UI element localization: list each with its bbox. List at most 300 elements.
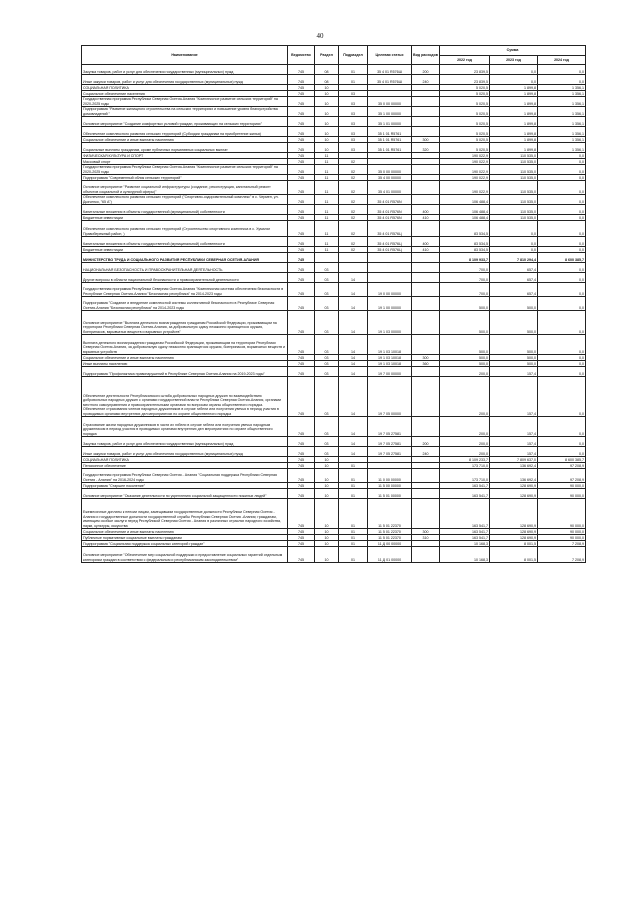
table-cell-target: 35 4 01 R576N	[368, 205, 412, 215]
table-cell-2023: 110 535,0	[490, 215, 538, 221]
header-sum: Сумма	[440, 46, 586, 56]
table-cell-ministry: 745	[288, 237, 315, 247]
table-cell-target: 11 5 01 22370	[368, 499, 412, 529]
table-cell-name: Обеспечение деятельности Республиканского штаба добровольных народных дружин по взаимодействию добровольных народных дружин с органами государственной власти Республики Северная Осетия-Алания, органами местного самоуправления и правоохранительными органами по вопросам охраны общественного порядка. Обеспечение страхования членов народных дружинников в случае гибели или получения увечья в период участия в проводимых органами внутренних дел мероприятиях по охране общественного порядка	[82, 377, 288, 417]
table-cell-ministry: 745	[288, 547, 315, 563]
table-cell-section: 11	[315, 159, 339, 165]
table-cell-expense-type: 360	[412, 361, 440, 367]
table-cell-subsection: 02	[339, 215, 368, 221]
table-cell-expense-type: 300	[412, 355, 440, 361]
table-cell-subsection: 01	[339, 499, 368, 529]
table-cell-target: 35 4 00 00000	[368, 175, 412, 181]
table-cell-expense-type: 300	[412, 137, 440, 143]
table-cell-name: Страхование жизни народных дружинников в части их гибели в случае гибели или получения увечья народным дружинником в период участия в проводимых органами внутренних дел мероприятиях по охране общественного порядка	[82, 417, 288, 437]
table-cell-2022: 200,0	[440, 437, 490, 447]
table-cell-subsection: 03	[339, 97, 368, 107]
table-cell-name: Подпрограмма "Современный облик сельских территорий"	[82, 175, 288, 181]
table-row	[82, 417, 586, 437]
table-cell-section: 03	[315, 283, 339, 297]
table-cell-target: 35 1 01 00000	[368, 117, 412, 127]
table-cell-target: 19 1 03 10018	[368, 361, 412, 367]
table-cell-ministry: 745	[288, 137, 315, 143]
table-cell-2022: 5 020,5	[440, 107, 490, 117]
table-cell-target: 35 4 01 R576Ш	[368, 75, 412, 85]
table-cell-2024: 1 356,1	[538, 127, 586, 137]
table-cell-2024: 7 208,9	[538, 541, 586, 547]
table-cell-target: 11 0 00 00000	[368, 469, 412, 483]
table-cell-2023: 110 535,0	[490, 195, 538, 205]
table-cell-ministry: 745	[288, 447, 315, 457]
table-cell-2022: 500,0	[440, 311, 490, 335]
table-cell-target	[368, 263, 412, 273]
table-cell-2024: 0,0	[538, 447, 586, 457]
table-cell-ministry: 745	[288, 195, 315, 205]
table-cell-2022: 190 022,9	[440, 159, 490, 165]
table-cell-2023: 0,0	[490, 247, 538, 253]
table-cell-2023: 500,0	[490, 311, 538, 335]
table-cell-2023: 110 535,0	[490, 181, 538, 195]
table-cell-2024: 0,0	[538, 221, 586, 237]
table-cell-expense-type	[412, 311, 440, 335]
table-cell-2024: 0,0	[538, 377, 586, 417]
table-cell-section: 11	[315, 215, 339, 221]
table-cell-2022: 5 020,5	[440, 85, 490, 91]
table-cell-expense-type	[412, 127, 440, 137]
table-body	[82, 65, 586, 563]
table-cell-ministry: 745	[288, 541, 315, 547]
table-cell-ministry: 745	[288, 483, 315, 489]
table-cell-ministry: 745	[288, 469, 315, 483]
table-cell-2024: 0,0	[538, 165, 586, 175]
table-cell-subsection: 01	[339, 463, 368, 469]
table-cell-subsection: 02	[339, 237, 368, 247]
table-cell-2022: 83 534,5	[440, 237, 490, 247]
table-cell-2022: 500,0	[440, 355, 490, 361]
table-cell-2023: 128 690,9	[490, 529, 538, 535]
table-cell-2024: 0,0	[538, 367, 586, 377]
table-cell-subsection: 02	[339, 159, 368, 165]
table-cell-ministry: 745	[288, 65, 315, 75]
table-cell-ministry: 745	[288, 263, 315, 273]
table-cell-subsection: 02	[339, 195, 368, 205]
table-cell-2024: 1 356,1	[538, 85, 586, 91]
page-number: 40	[316, 32, 324, 40]
table-cell-section: 03	[315, 377, 339, 417]
table-cell-2023: 500,0	[490, 361, 538, 367]
table-cell-target: 11 5 00 00000	[368, 483, 412, 489]
table-cell-section: 11	[315, 205, 339, 215]
table-cell-target: 19 7 05 27581	[368, 437, 412, 447]
table-cell-name: Ежемесячные доплаты к пенсии лицам, замещавшим государственные должности Республики Северная Осетия - Алания и государственные должности государственной службы Республики Северная Осетия -Алания; гражданам, имеющим особые заслуги перед Республикой Северная Осетия - Алания в различных отраслях народного хозяйства, науки, культуры, искусства	[82, 499, 288, 529]
header-subsection: Подраздел	[339, 46, 368, 65]
table-row	[82, 367, 586, 377]
table-cell-ministry: 745	[288, 205, 315, 215]
table-cell-2023: 0,0	[490, 237, 538, 247]
table-cell-expense-type	[412, 117, 440, 127]
table-cell-subsection: 03	[339, 137, 368, 143]
table-cell-name: МИНИСТЕРСТВО ТРУДА И СОЦИАЛЬНОГО РАЗВИТИЯ РЕСПУБЛИКИ СЕВЕРНАЯ ОСЕТИЯ-АЛАНИЯ	[82, 253, 288, 263]
table-cell-name: Массовый спорт	[82, 159, 288, 165]
table-cell-section: 03	[315, 263, 339, 273]
table-cell-ministry: 745	[288, 215, 315, 221]
table-cell-2022: 83 534,5	[440, 221, 490, 237]
table-cell-target: 11 5 01 22370	[368, 535, 412, 541]
table-cell-ministry: 745	[288, 297, 315, 311]
table-cell-section: 10	[315, 541, 339, 547]
table-cell-section: 03	[315, 367, 339, 377]
table-cell-name: Другие вопросы в области национальной безопасности и правоохранительной деятельности	[82, 273, 288, 283]
table-row	[82, 253, 586, 263]
table-cell-ministry: 745	[288, 159, 315, 165]
table-cell-2023: 8 001,5	[490, 547, 538, 563]
table-cell-2022: 5 020,5	[440, 117, 490, 127]
table-cell-2024: 0,0	[538, 273, 586, 283]
table-cell-2023: 157,4	[490, 447, 538, 457]
table-cell-section: 10	[315, 117, 339, 127]
table-cell-ministry: 745	[288, 91, 315, 97]
table-cell-name: Иные закупки товаров, работ и услуг для обеспечения государственных (муниципальных) нужд	[82, 447, 288, 457]
table-cell-expense-type	[412, 253, 440, 263]
header-ministry: Ведомство	[288, 46, 315, 65]
table-row	[82, 143, 586, 153]
table-cell-2022: 500,0	[440, 297, 490, 311]
table-cell-2022: 190 022,9	[440, 153, 490, 159]
table-cell-section: 03	[315, 311, 339, 335]
table-cell-expense-type: 400	[412, 205, 440, 215]
table-cell-2023: 110 535,0	[490, 165, 538, 175]
table-row	[82, 297, 586, 311]
table-row	[82, 107, 586, 117]
table-cell-subsection: 01	[339, 529, 368, 535]
table-cell-name: Социальное обеспечение и иные выплаты населению	[82, 529, 288, 535]
table-row	[82, 127, 586, 137]
table-cell-ministry: 745	[288, 499, 315, 529]
table-cell-ministry: 745	[288, 437, 315, 447]
table-cell-name: Основное мероприятие "Создание комфортных условий граждан, проживающих на сельских территориях"	[82, 117, 288, 127]
table-row	[82, 547, 586, 563]
table-cell-2022: 8 109 933,7	[440, 253, 490, 263]
table-cell-2023: 0,0	[490, 221, 538, 237]
table-cell-name: Государственная программа Республики Северная Осетия-Алания "Комплексное развитие сельских территорий" на 2020-2025 годы	[82, 97, 288, 107]
table-row	[82, 263, 586, 273]
table-cell-target	[368, 253, 412, 263]
table-cell-2022: 5 020,5	[440, 137, 490, 143]
table-cell-section: 11	[315, 247, 339, 253]
header-expense-type: Вид расходов	[412, 46, 440, 65]
table-cell-2024: 0,0	[538, 283, 586, 297]
table-cell-target: 35 1 01 R5761	[368, 143, 412, 153]
table-cell-section: 08	[315, 75, 339, 85]
table-cell-name: Обеспечение комплексного развития сельских территорий ("Спортивно-оздоровительный комплекс" в с. Чермен, ул. Дьяченко, "65 А")	[82, 195, 288, 205]
table-row	[82, 205, 586, 215]
table-cell-subsection: 01	[339, 547, 368, 563]
table-cell-2022: 173 710,0	[440, 463, 490, 469]
table-cell-2023: 0,0	[490, 75, 538, 85]
table-cell-target: 19 7 05 27581	[368, 447, 412, 457]
table-cell-target: 11 Д 01 00000	[368, 547, 412, 563]
header-target: Целевая статья	[368, 46, 412, 65]
table-cell-name: Социальное обеспечение и иные выплаты населению	[82, 355, 288, 361]
table-cell-name: Подпрограмма "Профилактика правонарушений в Республике Северная Осетия-Алания на 2019-2023 годы"	[82, 367, 288, 377]
table-row	[82, 283, 586, 297]
table-cell-2022: 173 710,0	[440, 469, 490, 483]
table-cell-name: ФИЗИЧЕСКАЯ КУЛЬТУРА И СПОРТ	[82, 153, 288, 159]
table-cell-subsection: 14	[339, 437, 368, 447]
table-cell-2022: 163 541,7	[440, 489, 490, 499]
table-cell-subsection: 14	[339, 417, 368, 437]
table-cell-subsection: 14	[339, 297, 368, 311]
table-cell-ministry: 745	[288, 107, 315, 117]
table-cell-expense-type: 300	[412, 529, 440, 535]
table-cell-expense-type: 200	[412, 437, 440, 447]
table-cell-name: Социальное обеспечение и иные выплаты населению	[82, 137, 288, 143]
header-name: Наименование	[82, 46, 288, 65]
table-cell-2022: 190 022,9	[440, 165, 490, 175]
table-cell-ministry: 745	[288, 75, 315, 85]
table-cell-2024: 0,0	[538, 417, 586, 437]
table-cell-name: Закупка товаров, работ и услуг для обеспечения государственных (муниципальных) нужд	[82, 437, 288, 447]
table-cell-2023: 136 692,4	[490, 469, 538, 483]
table-cell-target: 11 Д 00 00000	[368, 541, 412, 547]
table-cell-ministry: 745	[288, 457, 315, 463]
table-cell-ministry: 745	[288, 153, 315, 159]
table-cell-expense-type: 410	[412, 215, 440, 221]
table-cell-ministry: 745	[288, 529, 315, 535]
table-row	[82, 469, 586, 483]
table-cell-2022: 200,0	[440, 417, 490, 437]
table-cell-2023: 1 899,8	[490, 85, 538, 91]
table-cell-2023: 110 535,0	[490, 205, 538, 215]
table-cell-subsection: 03	[339, 107, 368, 117]
table-cell-2023: 657,4	[490, 273, 538, 283]
table-cell-target: 35 4 01 R576Ц	[368, 237, 412, 247]
table-cell-target: 19 1 00 00000	[368, 297, 412, 311]
table-cell-target: 35 0 00 00000	[368, 165, 412, 175]
table-cell-subsection: 01	[339, 541, 368, 547]
table-cell-subsection: 01	[339, 483, 368, 489]
table-cell-2024: 0,0	[538, 215, 586, 221]
table-cell-2024: 90 000,0	[538, 483, 586, 489]
table-row	[82, 437, 586, 447]
header-2023: 2023 год	[490, 56, 538, 65]
table-cell-subsection: 14	[339, 273, 368, 283]
table-cell-ministry: 745	[288, 247, 315, 253]
table-cell-expense-type	[412, 547, 440, 563]
header-2022: 2022 год	[440, 56, 490, 65]
table-cell-section: 10	[315, 127, 339, 137]
table-cell-subsection: 01	[339, 535, 368, 541]
table-cell-ministry: 745	[288, 311, 315, 335]
table-cell-name: Пенсионное обеспечение	[82, 463, 288, 469]
table-cell-subsection: 02	[339, 181, 368, 195]
table-cell-2023: 1 899,8	[490, 117, 538, 127]
table-cell-target: 11 5 01 22370	[368, 529, 412, 535]
table-cell-subsection: 02	[339, 221, 368, 237]
table-cell-2022: 5 020,5	[440, 127, 490, 137]
table-cell-subsection: 02	[339, 247, 368, 253]
table-cell-name: Иные закупки товаров, работ и услуг для обеспечения государственных (муниципальных) нужд	[82, 75, 288, 85]
table-cell-2024: 0,0	[538, 335, 586, 355]
table-cell-name: СОЦИАЛЬНАЯ ПОЛИТИКА	[82, 457, 288, 463]
table-cell-2022: 200,0	[440, 377, 490, 417]
table-cell-section: 03	[315, 335, 339, 355]
table-row	[82, 221, 586, 237]
table-cell-name: Обеспечение комплексного развития сельских территорий (Субсидии гражданам на приобретение жилья)	[82, 127, 288, 137]
table-cell-expense-type: 240	[412, 447, 440, 457]
table-cell-name: Основное мероприятие "Обеспечение мер социальной поддержки и предоставление социальных гарантий отдельным категориям граждан в соответствии с федеральным и республиканским законодательством"	[82, 547, 288, 563]
table-cell-subsection: 14	[339, 377, 368, 417]
table-cell-2022: 106 488,4	[440, 205, 490, 215]
table-cell-subsection: 14	[339, 361, 368, 367]
table-cell-name: НАЦИОНАЛЬНАЯ БЕЗОПАСНОСТЬ И ПРАВООХРАНИТЕЛЬНАЯ ДЕЯТЕЛЬНОСТЬ	[82, 263, 288, 273]
table-cell-name: Подпрограмма "Старшее поколение"	[82, 483, 288, 489]
table-cell-2023: 8 001,5	[490, 541, 538, 547]
table-cell-name: Государственная программа Республики Северная Осетия-Алания "Комплексное развитие сельских территорий" на 2020-2025 годы	[82, 165, 288, 175]
table-cell-section: 03	[315, 417, 339, 437]
table-cell-ministry: 745	[288, 273, 315, 283]
table-cell-name: Основное мероприятие "Развитие социальной инфраструктуры (создание, реконструкция, капитальный ремонт объектов социальной и культурной сферы)"	[82, 181, 288, 195]
table-cell-ministry: 745	[288, 463, 315, 469]
table-cell-subsection: 02	[339, 165, 368, 175]
table-cell-target: 35 4 01 R576Ш	[368, 65, 412, 75]
table-row	[82, 65, 586, 75]
table-cell-2022: 700,0	[440, 263, 490, 273]
table-cell-ministry: 745	[288, 417, 315, 437]
table-cell-section: 10	[315, 143, 339, 153]
table-cell-2023: 1 899,8	[490, 91, 538, 97]
table-cell-2023: 657,4	[490, 263, 538, 273]
table-cell-2024: 0,0	[538, 355, 586, 361]
table-cell-2023: 7 809 637,0	[490, 457, 538, 463]
table-cell-2023: 128 690,9	[490, 499, 538, 529]
table-cell-target: 19 1 03 10018	[368, 355, 412, 361]
table-cell-2022: 500,0	[440, 335, 490, 355]
table-cell-2024: 0,0	[538, 181, 586, 195]
table-cell-name: Подпрограмма "Социальная поддержка социальных категорий граждан"	[82, 541, 288, 547]
header-section: Раздел	[315, 46, 339, 65]
table-cell-target: 19 7 05 00000	[368, 377, 412, 417]
table-row	[82, 75, 586, 85]
table-cell-ministry: 745	[288, 143, 315, 153]
table-cell-2024: 90 000,0	[538, 535, 586, 541]
table-cell-target: 35 4 01 00000	[368, 181, 412, 195]
table-cell-2024: 0,0	[538, 195, 586, 205]
table-cell-2024: 0,0	[538, 153, 586, 159]
table-cell-subsection	[339, 263, 368, 273]
table-cell-2024: 97 208,9	[538, 463, 586, 469]
table-cell-section	[315, 253, 339, 263]
table-cell-expense-type	[412, 489, 440, 499]
table-cell-subsection: 03	[339, 117, 368, 127]
table-cell-ministry: 745	[288, 377, 315, 417]
table-cell-section: 10	[315, 547, 339, 563]
table-cell-2023: 1 899,8	[490, 137, 538, 143]
table-cell-target: 35 4 01 R576Ц	[368, 247, 412, 253]
table-cell-ministry: 745	[288, 335, 315, 355]
table-row	[82, 97, 586, 107]
table-cell-section: 10	[315, 535, 339, 541]
table-cell-name: СОЦИАЛЬНАЯ ПОЛИТИКА	[82, 85, 288, 91]
table-cell-target: 35 4 01 R576N	[368, 215, 412, 221]
table-cell-expense-type	[412, 195, 440, 205]
table-cell-2023: 110 535,0	[490, 159, 538, 165]
table-cell-2024: 0,0	[538, 205, 586, 215]
table-cell-target: 19 7 05 27581	[368, 417, 412, 437]
table-cell-section: 03	[315, 361, 339, 367]
table-cell-2022: 23 839,5	[440, 75, 490, 85]
table-cell-2022: 10 168,3	[440, 541, 490, 547]
table-cell-section: 03	[315, 437, 339, 447]
table-row	[82, 377, 586, 417]
table-cell-target: 19 1 03 00000	[368, 311, 412, 335]
table-cell-expense-type	[412, 97, 440, 107]
table-cell-section: 10	[315, 483, 339, 489]
table-cell-2022: 5 020,5	[440, 143, 490, 153]
table-cell-subsection	[339, 253, 368, 263]
table-cell-subsection: 02	[339, 205, 368, 215]
table-cell-subsection: 01	[339, 75, 368, 85]
table-cell-2023: 657,4	[490, 283, 538, 297]
table-cell-2022: 700,0	[440, 273, 490, 283]
table-cell-expense-type	[412, 263, 440, 273]
table-cell-2024: 1 356,1	[538, 143, 586, 153]
table-cell-expense-type: 320	[412, 143, 440, 153]
table-cell-ministry: 745	[288, 489, 315, 499]
table-cell-name: Социальное обеспечение населения	[82, 91, 288, 97]
table-cell-2024: 90 000,0	[538, 529, 586, 535]
table-cell-2022: 5 020,5	[440, 91, 490, 97]
table-cell-2022: 10 168,3	[440, 547, 490, 563]
table-cell-section: 11	[315, 165, 339, 175]
table-cell-2024: 1 356,1	[538, 107, 586, 117]
table-cell-target: 35 0 00 00000	[368, 97, 412, 107]
budget-table	[81, 45, 586, 563]
table-cell-ministry: 745	[288, 535, 315, 541]
table-cell-name: Подпрограмма "Создание и внедрение комплексной системы коллективной безопасности в Республике Северная Осетия-Алания "Безопасная республика" на 2014-2023 годы	[82, 297, 288, 311]
table-row	[82, 117, 586, 127]
table-cell-section: 10	[315, 489, 339, 499]
table-cell-section: 10	[315, 529, 339, 535]
table-cell-expense-type	[412, 469, 440, 483]
table-cell-name: Закупка товаров, работ и услуг для обеспечения государственных (муниципальных) нужд	[82, 65, 288, 75]
table-cell-expense-type	[412, 335, 440, 355]
table-cell-ministry: 745	[288, 117, 315, 127]
table-cell-subsection: 14	[339, 355, 368, 361]
table-cell-name: Социальные выплаты гражданам, кроме публичных нормативных социальных выплат	[82, 143, 288, 153]
table-cell-name: Бюджетные инвестиции	[82, 215, 288, 221]
table-row	[82, 237, 586, 247]
table-cell-2024: 7 208,9	[538, 547, 586, 563]
table-cell-ministry: 745	[288, 97, 315, 107]
table-cell-2023: 1 899,8	[490, 107, 538, 117]
table-cell-expense-type	[412, 221, 440, 237]
table-cell-expense-type	[412, 181, 440, 195]
table-cell-2023: 128 690,9	[490, 483, 538, 489]
table-cell-2022: 163 541,7	[440, 529, 490, 535]
table-cell-2022: 700,0	[440, 283, 490, 297]
table-row	[82, 165, 586, 175]
table-cell-section: 10	[315, 457, 339, 463]
table-cell-expense-type	[412, 377, 440, 417]
table-cell-expense-type: 410	[412, 247, 440, 253]
table-row	[82, 499, 586, 529]
table-cell-expense-type	[412, 107, 440, 117]
table-cell-expense-type	[412, 165, 440, 175]
table-cell-2024: 0,0	[538, 159, 586, 165]
table-cell-2022: 5 020,5	[440, 97, 490, 107]
table-cell-2023: 500,0	[490, 335, 538, 355]
table-cell-target: 35 1 00 00000	[368, 107, 412, 117]
